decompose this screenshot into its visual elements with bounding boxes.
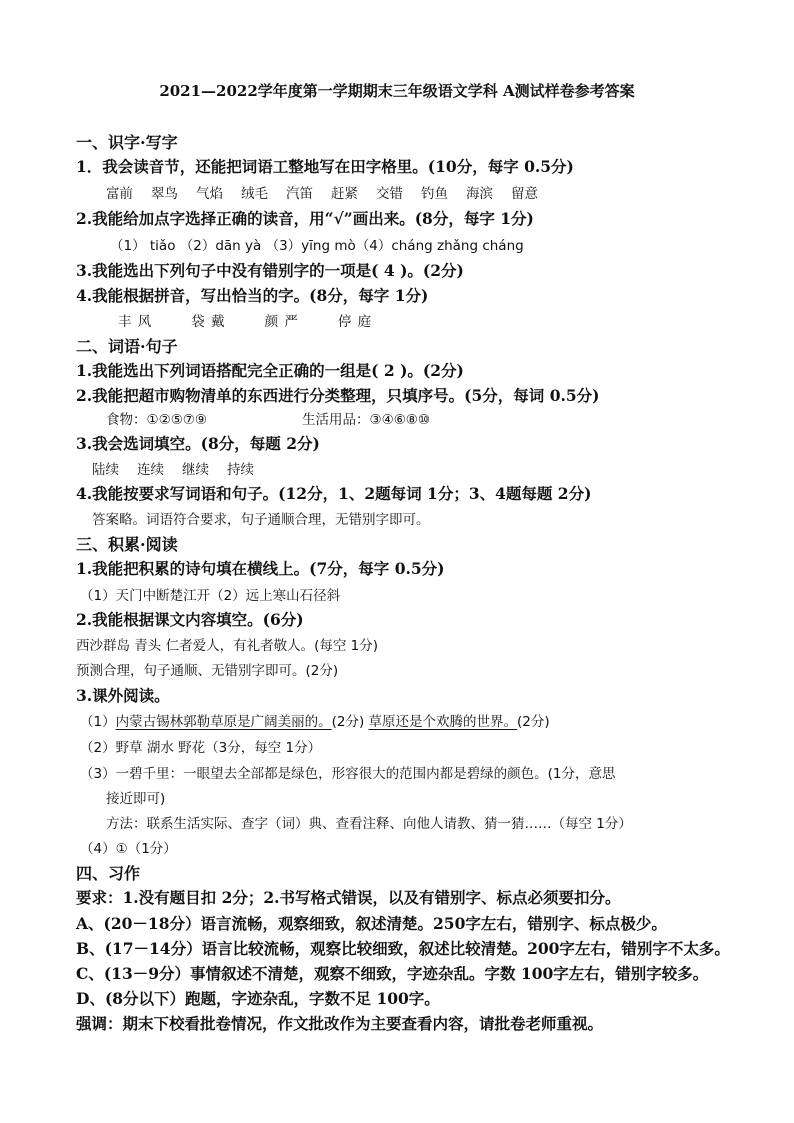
section-2-heading: 二、词语·句子 (76, 337, 178, 356)
answer-word: 陆续 (92, 462, 119, 478)
s3-question-2: 2.我能根据课文内容填空。(6分) (76, 610, 304, 629)
reading-answer-1 (80, 710, 550, 730)
reading-answer-4: （4）①（1分） (80, 841, 177, 857)
answer-word: 富前 (106, 186, 133, 202)
reading-answer-2: （2）野草 湖水 野花（3分，每空 1分） (80, 740, 322, 756)
answer-word: 袋 戴 (191, 314, 225, 330)
s2-question-1: 1.我能选出下列词语搭配完全正确的一组是( 2 )。(2分) (76, 361, 464, 380)
answer-word: 交错 (376, 186, 403, 202)
s3-q2-answer-1: 西沙群岛 青头 仁者爱人，有礼者敬人。(每空 1分) (76, 638, 378, 654)
answer-word: 翠鸟 (151, 186, 178, 202)
answer-word: 留意 (511, 186, 538, 202)
writing-grade-b: B、(17－14分）语言比较流畅，观察比较细致，叙述比较清楚。200字左右，错别字不太多。 (76, 939, 730, 958)
answer-word: 停 庭 (337, 314, 372, 330)
reading-1-number: （1） (80, 714, 116, 730)
s2-q2-daily: 生活用品：③④⑥⑧⑩ (302, 412, 431, 428)
reading-1-score-a: (2分) (331, 714, 365, 730)
answer-word: 气焰 (196, 186, 223, 202)
writing-grade-c: C、(13－9分）事情叙述不清楚，观察不细致，字迹杂乱。字数 100字左右，错别字较多。 (76, 964, 709, 983)
answer-word: 继续 (182, 462, 209, 478)
s1-question-4: 4.我能根据拼音，写出恰当的字。(8分，每字 1分) (76, 286, 429, 305)
answer-word: 绒毛 (241, 186, 268, 202)
writing-emphasis-note: 强调：期末下校看批卷情况，作文批改作为主要查看内容，请批卷老师重视。 (76, 1014, 604, 1033)
reading-1-score-b: (2分) (517, 714, 550, 730)
s3-q1-answer: （1）天门中断楚江开（2）远上寒山石径斜 (80, 588, 341, 604)
writing-requirement: 要求：1.没有题目扣 2分；2.书写格式错误，以及有错别字、标点必须要扣分。 (76, 888, 621, 907)
s1-question-2: 2.我能给加点字选择正确的读音，用“√”画出来。(8分，每字 1分) (76, 209, 534, 228)
answer-word: 持续 (227, 462, 254, 478)
writing-grade-d: D、(8分以下）跑题，字迹杂乱，字数不足 100字。 (76, 989, 440, 1008)
writing-grade-a: A、(20－18分）语言流畅，观察细致，叙述清楚。250字左右，错别字、标点极少。 (76, 914, 667, 933)
answer-word: 颜 严 (264, 314, 298, 330)
reading-answer-3-method: 方法：联系生活实际、查字（词）典、查看注释、向他人请教、猜一猜……（每空 1分） (106, 816, 632, 832)
s1-question-3: 3.我能选出下列句子中没有错别字的一项是( 4 )。(2分) (76, 261, 464, 280)
section-4-heading: 四、习作 (76, 864, 141, 883)
s1-q4-answer-words (118, 310, 411, 330)
answer-word: 海滨 (466, 186, 493, 202)
s2-q4-answer: 答案略。词语符合要求，句子通顺合理，无错别字即可。 (92, 512, 430, 528)
section-1-heading: 一、识字·写字 (76, 133, 178, 152)
answer-word: 丰 风 (118, 314, 152, 330)
s1-question-1: 1．我会读音节，还能把词语工整地写在田字格里。(10分，每字 0.5分) (76, 157, 574, 176)
s2-q3-answer-words (92, 458, 272, 478)
section-3-heading: 三、积累·阅读 (76, 535, 178, 554)
reading-answer-3-line-1: （3）一碧千里：一眼望去全部都是绿色，形容很大的范围内都是碧绿的颜色。(1分，意思 (80, 766, 616, 782)
reading-answer-3-line-2: 接近即可) (106, 791, 166, 807)
s2-question-3: 3.我会选词填空。(8分，每题 2分) (76, 434, 320, 453)
s2-question-4: 4.我能按要求写词语和句子。(12分，1、2题每词 1分；3、4题每题 2分) (76, 484, 592, 503)
s2-question-2: 2.我能把超市购物清单的东西进行分类整理，只填序号。(5分，每词 0.5分) (76, 386, 600, 405)
answer-word: 赶紧 (331, 186, 358, 202)
s3-question-3: 3.课外阅读。 (76, 686, 170, 705)
s2-q2-food: 食物：①②⑤⑦⑨ (106, 412, 208, 428)
page-title: 2021—2022学年度第一学期期末三年级语文学科 A测试样卷参考答案 (159, 82, 635, 100)
s1-q2-answer: （1） tiǎo （2）dān yà （3）yīng mò（4）cháng zhǎng cháng (110, 238, 524, 254)
reading-1-sentence-b: 草原还是个欢腾的世界。 (368, 714, 518, 730)
s3-question-1: 1.我能把积累的诗句填在横线上。(7分，每字 0.5分) (76, 559, 445, 578)
reading-1-sentence-a: 内蒙古锡林郭勒草原是广阔美丽的。 (115, 714, 332, 730)
answer-word: 汽笛 (286, 186, 313, 202)
answer-word: 钓鱼 (421, 186, 448, 202)
answer-word: 连续 (137, 462, 164, 478)
s3-q2-answer-2: 预测合理，句子通顺、无错别字即可。(2分) (76, 663, 339, 679)
s1-q1-answer-words (106, 182, 556, 202)
